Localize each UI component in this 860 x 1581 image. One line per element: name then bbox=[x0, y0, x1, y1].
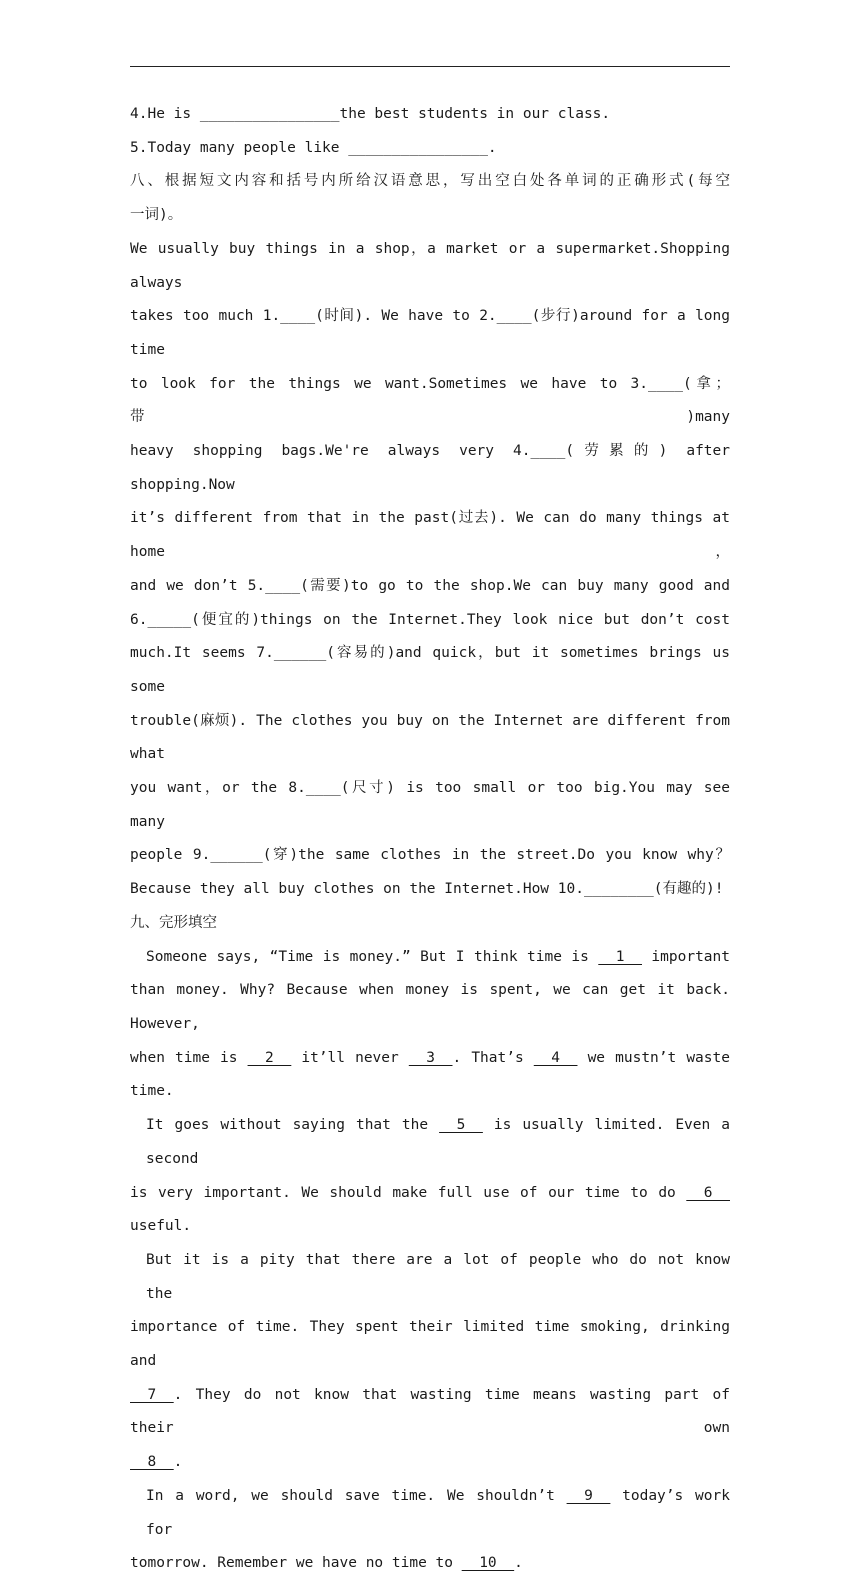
cloze-line: than money. Why? Because when money is spent, we can get it back. However, bbox=[130, 982, 730, 1032]
passage-line: Because they all buy clothes on the Internet.How 10.________(有趣的)! bbox=[130, 881, 724, 898]
passage-line: We usually buy things in a shop，a market or a supermarket.Shopping always bbox=[130, 240, 730, 291]
cloze-line: __7__. They do not know that wasting time means wasting part of their own bbox=[130, 1386, 730, 1437]
blank-3: __3__ bbox=[408, 1049, 453, 1066]
blank-10: __10__ bbox=[461, 1555, 515, 1572]
section-8-heading-cont: 一词)。 bbox=[130, 207, 183, 224]
cloze-line: importance of time. They spent their limited time smoking, drinking and bbox=[130, 1319, 730, 1370]
cloze-line: Someone says, “Time is money.” But I think time is __1__ important bbox=[146, 948, 730, 965]
passage-line: people 9.______(穿)the same clothes in the street.Do you know why？ bbox=[130, 847, 730, 864]
question-4: 4.He is ________________the best students in our class. bbox=[130, 106, 611, 122]
section-8-heading: 八、根据短文内容和括号内所给汉语意思，写出空白处各单词的正确形式(每空 bbox=[130, 173, 730, 190]
cloze-line: In a word, we should save time. We shouldn’t __9__ today’s work for bbox=[146, 1487, 730, 1538]
blank-1: __1__ bbox=[598, 948, 642, 965]
blank-6: __6__ bbox=[686, 1184, 730, 1201]
cloze-line: useful. bbox=[130, 1218, 192, 1235]
blank-8: __8__ bbox=[130, 1454, 174, 1471]
cloze-line: It goes without saying that the __5__ is usually limited. Even a second bbox=[146, 1117, 730, 1167]
blank-9: __9__ bbox=[566, 1487, 611, 1504]
cloze-line: tomorrow. Remember we have no time to __10__. bbox=[130, 1555, 523, 1572]
passage-line: you want，or the 8.____(尺寸) is too small or too big.You may see many bbox=[130, 780, 730, 830]
document-body bbox=[130, 98, 730, 1581]
question-5: 5.Today many people like ________________. bbox=[130, 139, 497, 156]
cloze-line: is very important. We should make full use of our time to do __6__ bbox=[130, 1184, 730, 1201]
passage-line: heavy shopping bags.We're always very 4.____(劳累的) after shopping.Now bbox=[130, 443, 730, 493]
passage-line: 6._____(便宜的)things on the Internet.They look nice but don’t cost bbox=[130, 611, 730, 628]
blank-2: __2__ bbox=[247, 1049, 292, 1066]
passage-line: it’s different from that in the past(过去). We can do many things at home， bbox=[130, 510, 730, 561]
passage-line: and we don’t 5.____(需要)to go to the shop.We can buy many good and bbox=[130, 577, 730, 594]
cloze-line: But it is a pity that there are a lot of people who do not know the bbox=[146, 1251, 730, 1302]
blank-7: __7__ bbox=[130, 1386, 174, 1403]
passage-line: takes too much 1.____(时间). We have to 2.____(步行)around for a long time bbox=[130, 308, 730, 358]
blank-5: __5__ bbox=[439, 1117, 483, 1134]
section-9-heading: 九、完形填空 bbox=[130, 914, 217, 931]
passage-line: to look for the things we want.Sometimes we have to 3.____(拿；带)many bbox=[130, 375, 730, 426]
cloze-line: __8__. bbox=[130, 1454, 183, 1471]
header-rule bbox=[130, 66, 730, 67]
blank-4: __4__ bbox=[533, 1049, 578, 1066]
passage-line: much.It seems 7.______(容易的)and quick，but it sometimes brings us some bbox=[130, 645, 730, 695]
cloze-line: when time is __2__ it’ll never __3__. That’s __4__ we mustn’t waste bbox=[130, 1049, 730, 1066]
cloze-line: time. bbox=[130, 1083, 174, 1100]
passage-line: trouble(麻烦). The clothes you buy on the Internet are different from what bbox=[130, 712, 730, 763]
